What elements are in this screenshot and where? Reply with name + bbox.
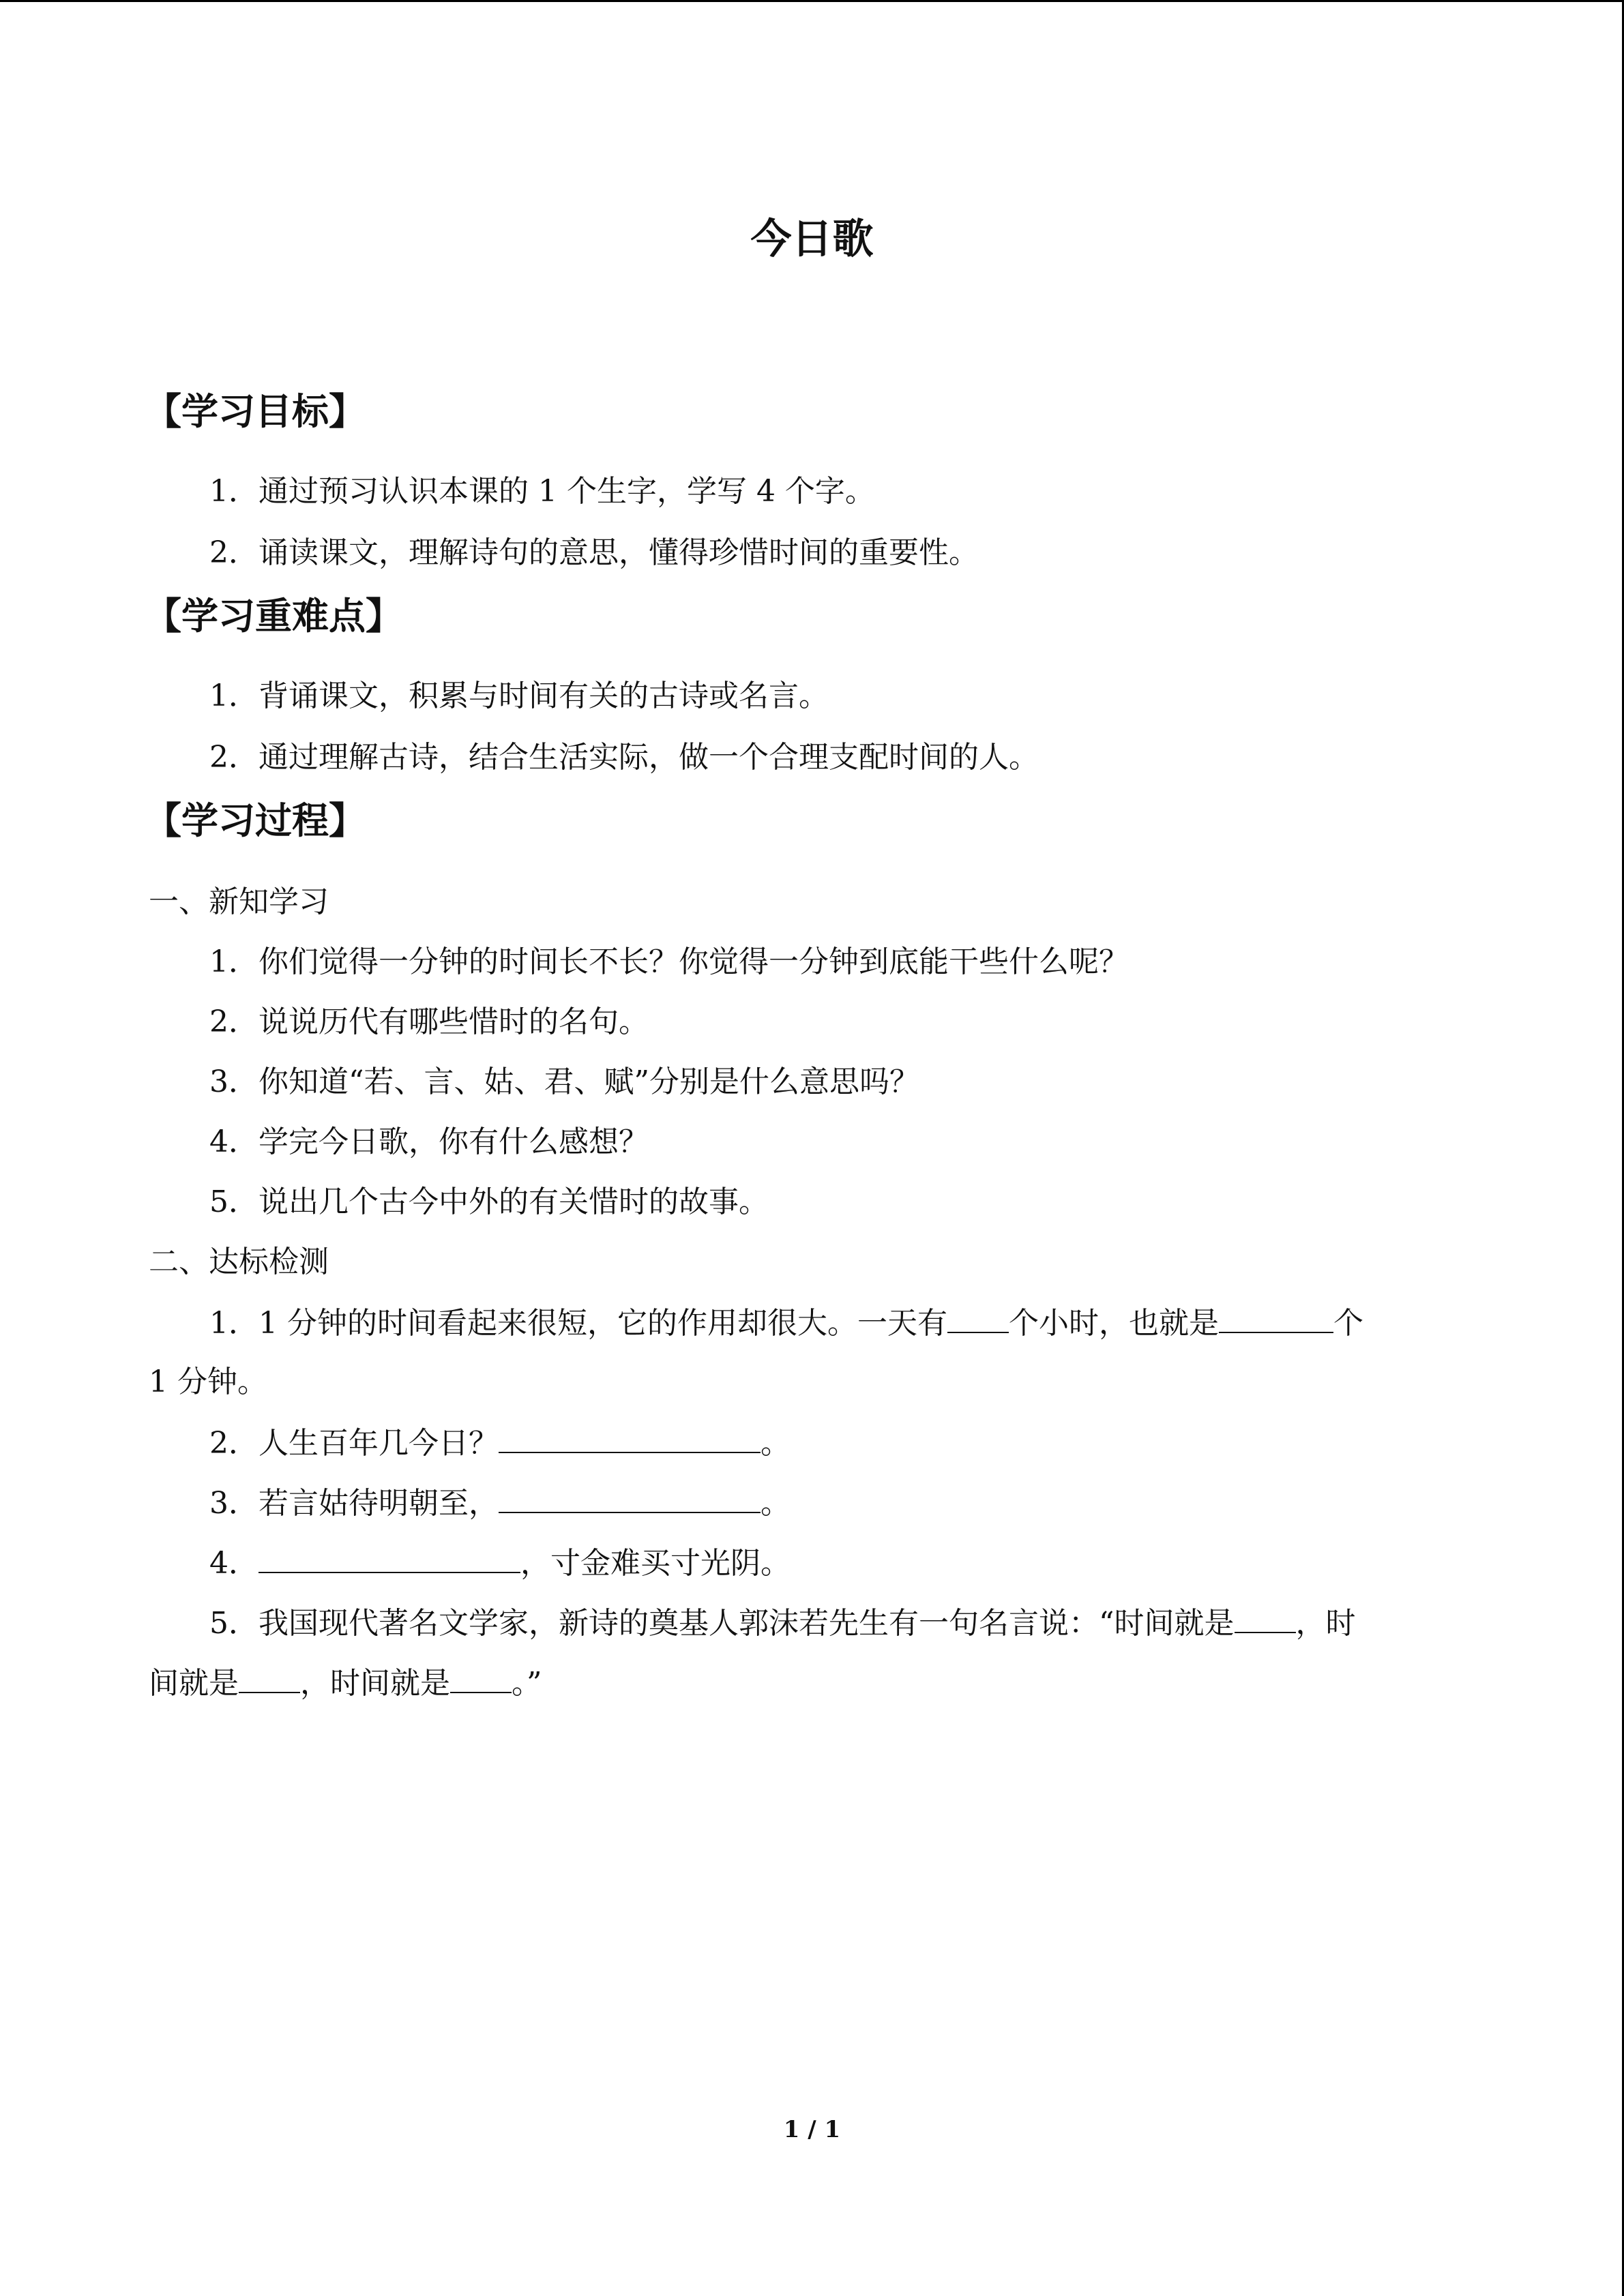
answer-blank[interactable] xyxy=(1219,1302,1333,1333)
objective-item-1: 1．通过预习认识本课的 1 个生字，学写 4 个字。 xyxy=(209,474,875,509)
question-5-text-b: ，时 xyxy=(1295,1606,1356,1641)
question-2-text-a: 2．人生百年几今日？ xyxy=(209,1426,499,1461)
question-4-text-a: 4． xyxy=(209,1546,259,1581)
key-point-item-2: 2．通过理解古诗，结合生活实际，做一个合理支配时间的人。 xyxy=(209,740,1039,775)
part1-item-5: 5．说出几个古今中外的有关惜时的故事。 xyxy=(209,1184,769,1219)
part1-label: 一、新知学习 xyxy=(149,884,329,919)
question-4-text-b: ，寸金难买寸光阴。 xyxy=(520,1546,791,1581)
answer-blank[interactable] xyxy=(1235,1602,1296,1633)
question-1-text-a: 1．1 分钟的时间看起来很短，它的作用却很大。一天有 xyxy=(209,1306,947,1341)
question-5-text-e: 。” xyxy=(512,1666,542,1701)
part1-item-3: 3．你知道“若、言、姑、君、赋”分别是什么意思吗？ xyxy=(209,1064,919,1099)
question-4 xyxy=(209,1542,791,1584)
answer-blank[interactable] xyxy=(499,1482,761,1513)
part2-label: 二、达标检测 xyxy=(149,1244,329,1279)
question-5 xyxy=(209,1602,1356,1644)
question-1-text-b: 个小时，也就是 xyxy=(1008,1306,1219,1341)
answer-blank[interactable] xyxy=(239,1662,300,1693)
answer-blank[interactable] xyxy=(499,1422,761,1453)
section-heading-objectives: 【学习目标】 xyxy=(145,390,366,433)
question-5-text-c: 间就是 xyxy=(149,1666,239,1701)
section-heading-key-points: 【学习重难点】 xyxy=(145,595,402,638)
question-5-continued xyxy=(149,1662,542,1704)
answer-blank[interactable] xyxy=(450,1662,512,1693)
part1-item-2: 2．说说历代有哪些惜时的名句。 xyxy=(209,1004,649,1039)
question-2-text-b: 。 xyxy=(761,1426,791,1461)
section-heading-process: 【学习过程】 xyxy=(145,799,366,842)
key-point-item-1: 1．背诵课文，积累与时间有关的古诗或名言。 xyxy=(209,679,829,713)
page-number: 1 / 1 xyxy=(783,2116,841,2143)
question-5-text-d: ，时间就是 xyxy=(300,1666,450,1701)
question-1 xyxy=(209,1302,1363,1344)
question-3-text-b: 。 xyxy=(761,1486,791,1521)
question-3-text-a: 3．若言姑待明朝至， xyxy=(209,1486,499,1521)
answer-blank[interactable] xyxy=(947,1302,1009,1333)
question-3 xyxy=(209,1482,791,1524)
question-1-text-c: 个 xyxy=(1333,1306,1363,1341)
question-1-continued: 1 分钟。 xyxy=(149,1365,267,1399)
question-5-text-a: 5．我国现代著名文学家，新诗的奠基人郭沫若先生有一句名言说：“时间就是 xyxy=(209,1606,1235,1641)
page-title: 今日歌 xyxy=(750,215,874,263)
part1-item-4: 4．学完今日歌，你有什么感想？ xyxy=(209,1124,649,1159)
answer-blank[interactable] xyxy=(259,1542,520,1573)
objective-item-2: 2．诵读课文，理解诗句的意思，懂得珍惜时间的重要性。 xyxy=(209,535,979,570)
part1-item-1: 1．你们觉得一分钟的时间长不长？你觉得一分钟到底能干些什么呢？ xyxy=(209,944,1129,979)
question-2 xyxy=(209,1422,791,1464)
